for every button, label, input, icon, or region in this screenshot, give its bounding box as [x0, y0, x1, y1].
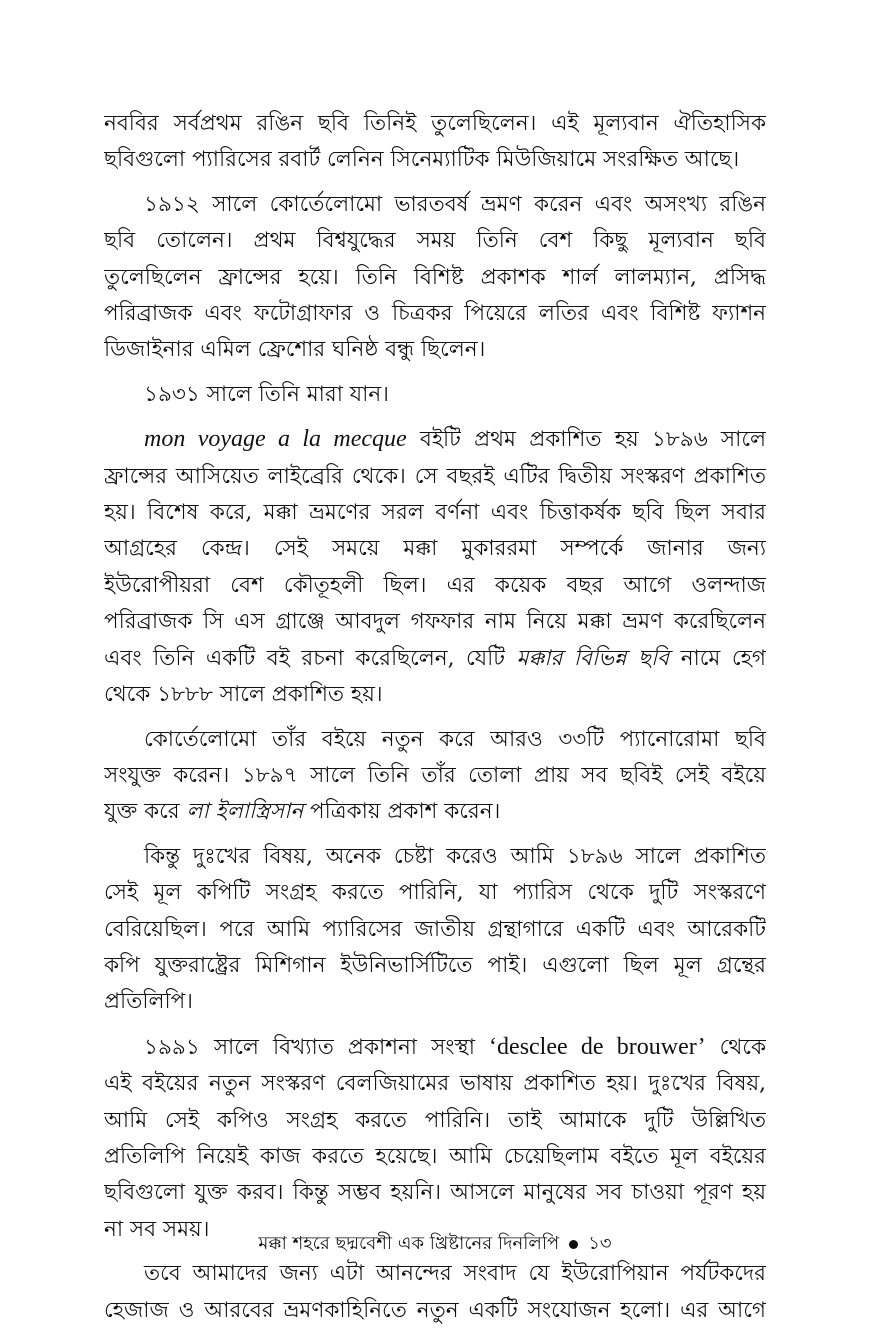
book-page: [104, 106, 766, 1337]
text-line: হেজাজ ও আরবের ভ্রমণকাহিনিতে নতুন একটি সংযোজন হলো। এর আগে: [104, 1297, 766, 1323]
paragraph-3: [104, 377, 766, 413]
page-number: ১৩: [588, 1233, 612, 1254]
text-line: নববির সর্বপ্রথম রঙিন ছবি তিনিই তুলেছিলেন। এই মূল্যবান ঐতিহাসিক: [104, 111, 766, 136]
text-line: আগ্রহের কেন্দ্র। সেই সময়ে মক্কা মুকাররমা সম্পর্কে জানার জন্য: [104, 536, 766, 562]
text-line: পরিব্রাজক সি এস গ্রাঞ্জে আবদুল গফফার নাম নিয়ে মক্কা ভ্রমণ করেছিলেন: [104, 609, 766, 635]
paragraph-1: [104, 106, 766, 179]
book-title: mon voyage a la mecque: [144, 426, 407, 453]
text-segment: এবং তিনি একটি বই রচনা করেছিলেন, যেটি: [104, 645, 517, 671]
text-segment: যুক্ত করে: [104, 799, 187, 825]
text-line: তুলেছিলেন ফ্রান্সের হয়ে। তিনি বিশিষ্ট প্রকাশক শার্ল লালম্যান, প্রসিদ্ধ: [104, 264, 766, 290]
text-segment: ১৯৯১ সালে বিখ্যাত প্রকাশনা সংস্থা: [144, 1034, 490, 1060]
text-segment: বইটি প্রথম প্রকাশিত হয় ১৮৯৬ সালে: [406, 427, 766, 453]
text-line: কিন্তু দুঃখের বিষয়, অনেক চেষ্টা করেও আমি ১৮৯৬ সালে প্রকাশিত: [144, 843, 766, 869]
text-line: থেকে ১৮৮৮ সালে প্রকাশিত হয়।: [104, 682, 383, 708]
text-line: না সব সময়।: [104, 1216, 210, 1242]
text-line: ছবিগুলো প্যারিসের রবার্ট লেনিন সিনেম্যাটিক মিউজিয়ামে সংরক্ষিত আছে।: [104, 147, 740, 173]
publisher-name: ‘desclee de brouwer’: [489, 1033, 706, 1060]
text-line: তবে আমাদের জন্য এটা আনন্দের সংবাদ যে ইউরোপিয়ান পর্যটকদের: [144, 1261, 766, 1287]
paragraph-4: [104, 421, 766, 713]
text-line: প্রতিলিপি নিয়েই কাজ করতে হয়েছে। আমি চেয়েছিলাম বইতে মূল বইয়ের: [104, 1143, 766, 1169]
text-line: ১৯১২ সালে কোর্তেলোমো ভারতবর্ষ ভ্রমণ করেন এবং অসংখ্য রঙিন: [144, 191, 766, 217]
text-line: সংযুক্ত করেন। ১৮৯৭ সালে তিনি তাঁর তোলা প্রায় সব ছবিই সেই বইয়ে: [104, 762, 766, 788]
text-line: আমি সেই কপিও সংগ্রহ করতে পারিনি। তাই আমাকে দুটি উল্লিখিত: [104, 1107, 766, 1133]
text-line: হয়। বিশেষ করে, মক্কা ভ্রমণের সরল বর্ণনা এবং চিত্তাকর্ষক ছবি ছিল সবার: [104, 500, 766, 526]
text-line: [104, 1029, 766, 1066]
text-segment: নামে হেগ: [669, 645, 766, 671]
text-line: [104, 641, 766, 677]
text-line: ডিজাইনার এমিল ফ্রেশোর ঘনিষ্ঠ বন্ধু ছিলেন।: [104, 337, 486, 363]
text-line: ১৯৩১ সালে তিনি মারা যান।: [144, 381, 389, 407]
paragraph-8: [104, 1256, 766, 1329]
text-line: ফ্রান্সের আসিয়েত লাইব্রেরি থেকে। সে বছরই এটির দ্বিতীয় সংস্করণ প্রকাশিত: [104, 463, 766, 489]
text-line: কপি যুক্তরাষ্ট্রের মিশিগান ইউনিভার্সিটিতে পাই। এগুলো ছিল মূল গ্রন্থের: [104, 952, 766, 978]
paragraph-2: [104, 187, 766, 369]
paragraph-5: [104, 722, 766, 831]
paragraph-7: [104, 1029, 766, 1248]
running-title: মক্কা শহরে ছদ্মবেশী এক খ্রিষ্টানের দিনলিপি: [258, 1233, 560, 1254]
bullet-icon: [569, 1240, 578, 1249]
text-line: সেই মূল কপিটি সংগ্রহ করতে পারিনি, যা প্যারিস থেকে দুটি সংস্করণে: [104, 880, 766, 906]
paragraph-6: [104, 839, 766, 1021]
text-line: ইউরোপীয়রা বেশ কৌতূহলী ছিল। এর কয়েক বছর আগে ওলন্দাজ: [104, 572, 766, 598]
italic-title: মক্কার বিভিন্ন ছবি: [516, 645, 670, 671]
text-segment: পত্রিকায় প্রকাশ করেন।: [303, 799, 501, 825]
text-line: [104, 421, 766, 458]
text-line: ছবি তোলেন। প্রথম বিশ্বযুদ্ধের সময় তিনি বেশ কিছু মূল্যবান ছবি: [104, 228, 766, 254]
text-line: [104, 794, 766, 830]
text-line: এই বইয়ের নতুন সংস্করণ বেলজিয়ামের ভাষায় প্রকাশিত হয়। দুঃখের বিষয়,: [104, 1071, 766, 1097]
text-line: পরিব্রাজক এবং ফটোগ্রাফার ও চিত্রকর পিয়েরে লতির এবং বিশিষ্ট ফ্যাশন: [104, 301, 766, 327]
page-footer: [0, 1232, 870, 1256]
text-line: প্রতিলিপি।: [104, 989, 193, 1015]
text-line: কোর্তেলোমো তাঁর বইয়ে নতুন করে আরও ৩৩টি প্যানোরোমা ছবি: [144, 726, 766, 752]
italic-title: লা ইলাস্ত্রিসান: [186, 799, 304, 825]
text-line: ছবিগুলো যুক্ত করব। কিন্তু সম্ভব হয়নি। আসলে মানুষের সব চাওয়া পূরণ হয়: [104, 1180, 766, 1206]
text-segment: থেকে: [705, 1034, 766, 1060]
text-line: বেরিয়েছিল। পরে আমি প্যারিসের জাতীয় গ্রন্থাগারে একটি এবং আরেকটি: [104, 916, 766, 942]
